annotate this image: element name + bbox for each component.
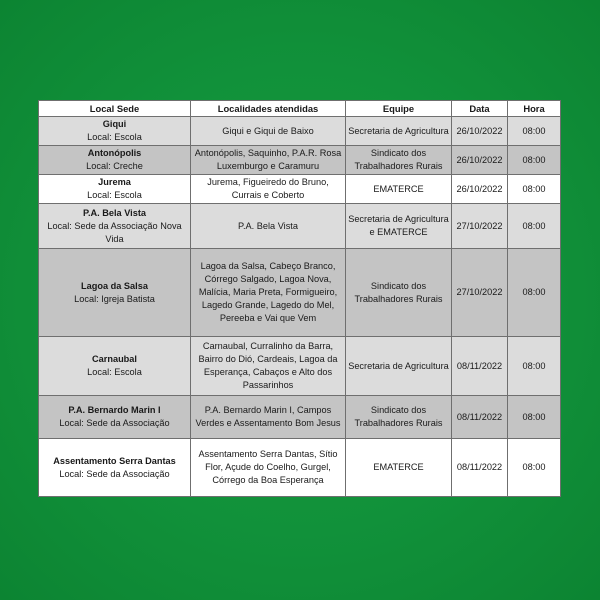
sede-cell xyxy=(39,204,191,249)
data-cell: 26/10/2022 xyxy=(452,146,508,175)
header-equipe: Equipe xyxy=(346,101,452,117)
data-cell: 26/10/2022 xyxy=(452,117,508,146)
sede-name: P.A. Bernardo Marin I xyxy=(68,405,161,415)
hora-cell: 08:00 xyxy=(508,337,561,396)
localidades-cell: P.A. Bernardo Marin I, Campos Verdes e Assentamento Bom Jesus xyxy=(191,396,346,439)
sede-local: Local: Sede da Associação xyxy=(59,468,170,479)
data-cell: 08/11/2022 xyxy=(452,337,508,396)
localidades-cell: Giqui e Giqui de Baixo xyxy=(191,117,346,146)
sede-name: Jurema xyxy=(98,177,131,187)
header-local-sede: Local Sede xyxy=(39,101,191,117)
table-header-row xyxy=(39,101,561,117)
sede-name: P.A. Bela Vista xyxy=(83,207,146,218)
sede-local: Local: Igreja Batista xyxy=(74,293,155,304)
equipe-cell: Secretaria de Agricultura xyxy=(346,117,452,146)
hora-cell: 08:00 xyxy=(508,204,561,249)
sede-cell xyxy=(39,175,191,204)
equipe-cell: EMATERCE xyxy=(346,439,452,497)
sede-cell xyxy=(39,146,191,175)
hora-cell: 08:00 xyxy=(508,117,561,146)
localidades-cell: Lagoa da Salsa, Cabeço Branco, Córrego Salgado, Lagoa Nova, Malícia, Maria Preta, Formigueiro, Lagedo Grande, Lagedo do Mel, Pereeba e Vai que Vem xyxy=(191,249,346,337)
schedule-sheet xyxy=(38,100,560,497)
localidades-cell: Assentamento Serra Dantas, Sítio Flor, Açude do Coelho, Gurgel, Córrego da Boa Esperança xyxy=(191,439,346,497)
table-row xyxy=(39,117,561,146)
header-data: Data xyxy=(452,101,508,117)
sede-cell xyxy=(39,249,191,337)
table-row xyxy=(39,439,561,497)
sede-local: Local: Escola xyxy=(87,190,142,200)
table-row xyxy=(39,249,561,337)
table-row xyxy=(39,146,561,175)
equipe-cell: EMATERCE xyxy=(346,175,452,204)
hora-cell: 08:00 xyxy=(508,175,561,204)
equipe-cell: Sindicato dos Trabalhadores Rurais xyxy=(346,249,452,337)
sede-local: Local: Creche xyxy=(86,161,143,171)
equipe-cell: Secretaria de Agricultura xyxy=(346,337,452,396)
table-row xyxy=(39,204,561,249)
localidades-cell: P.A. Bela Vista xyxy=(191,204,346,249)
sede-name: Carnaubal xyxy=(92,354,137,364)
sede-cell xyxy=(39,439,191,497)
sede-cell xyxy=(39,337,191,396)
table-row xyxy=(39,337,561,396)
header-localidades: Localidades atendidas xyxy=(191,101,346,117)
hora-cell: 08:00 xyxy=(508,439,561,497)
sede-cell xyxy=(39,117,191,146)
localidades-cell: Antonópolis, Saquinho, P.A.R. Rosa Luxemburgo e Caramuru xyxy=(191,146,346,175)
hora-cell: 08:00 xyxy=(508,249,561,337)
localidades-cell: Jurema, Figueiredo do Bruno, Currais e Coberto xyxy=(191,175,346,204)
sede-local: Local: Escola xyxy=(87,367,142,377)
header-hora: Hora xyxy=(508,101,561,117)
sede-local: Local: Sede da Associação xyxy=(59,418,170,428)
sede-name: Assentamento Serra Dantas xyxy=(53,455,176,466)
schedule-table xyxy=(38,100,561,497)
equipe-cell: Secretaria de Agricultura e EMATERCE xyxy=(346,204,452,249)
sede-local: Local: Escola xyxy=(87,132,142,142)
data-cell: 27/10/2022 xyxy=(452,249,508,337)
data-cell: 27/10/2022 xyxy=(452,204,508,249)
localidades-cell: Carnaubal, Curralinho da Barra, Bairro do Dió, Cardeais, Lagoa da Esperança, Cabaços e Alto dos Passarinhos xyxy=(191,337,346,396)
data-cell: 26/10/2022 xyxy=(452,175,508,204)
hora-cell: 08:00 xyxy=(508,396,561,439)
sede-cell xyxy=(39,396,191,439)
hora-cell: 08:00 xyxy=(508,146,561,175)
equipe-cell: Sindicato dos Trabalhadores Rurais xyxy=(346,396,452,439)
data-cell: 08/11/2022 xyxy=(452,396,508,439)
table-row xyxy=(39,175,561,204)
sede-name: Antonópolis xyxy=(87,148,142,158)
sede-local: Local: Sede da Associação Nova Vida xyxy=(47,220,182,244)
equipe-cell: Sindicato dos Trabalhadores Rurais xyxy=(346,146,452,175)
sede-name: Giqui xyxy=(102,119,127,129)
sede-name: Lagoa da Salsa xyxy=(81,280,148,291)
table-row xyxy=(39,396,561,439)
data-cell: 08/11/2022 xyxy=(452,439,508,497)
